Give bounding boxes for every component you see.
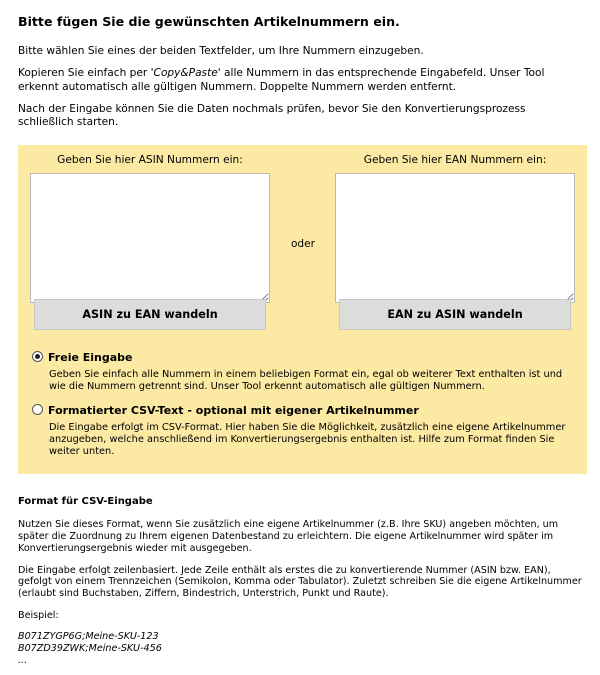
example-line: B071ZYGP6G;Meine-SKU-123	[18, 631, 159, 643]
csv-help-paragraph-1: Nutzen Sie dieses Format, wenn Sie zusätzlich eine eigene Artikelnummer (z.B. Ihre SKU) angeben möchten, um später die Zuordnung zu Ihrem eigenen Datenbestand zu erleichtern. Die eigene Artikelnummer wird später im Konvertierungsergebnis wieder mit ausgegeben.	[18, 519, 559, 554]
example-line: B07ZD39ZWK;Meine-SKU-456	[18, 643, 162, 655]
option-free-input[interactable]	[32, 351, 572, 393]
or-label: oder	[290, 238, 316, 251]
free-input-radio[interactable]	[32, 351, 43, 362]
csv-input-description: Die Eingabe erfolgt im CSV-Format. Hier haben Sie die Möglichkeit, zusätzlich eine eigene Artikelnummer anzugeben, welche anschließend im Konvertierungsergebnis enthalten ist. Hilfe zum Format finden Sie weiter unten.	[49, 421, 566, 457]
intro-p2-start: Kopieren Sie einfach per '	[18, 67, 154, 80]
intro-paragraph-3: Nach der Eingabe können Sie die Daten nochmals prüfen, bevor Sie den Konvertierungsprozess schließlich starten.	[18, 102, 526, 129]
converter-panel	[18, 145, 587, 474]
asin-input-label: Geben Sie hier ASIN Nummern ein:	[57, 154, 243, 167]
csv-help-title: Format für CSV-Eingabe	[18, 496, 153, 508]
example-line: ...	[18, 654, 28, 666]
ean-to-asin-button[interactable]: EAN zu ASIN wandeln	[339, 299, 571, 330]
intro-paragraph-1: Bitte wählen Sie eines der beiden Textfelder, um Ihre Nummern einzugeben.	[18, 45, 424, 58]
intro-p2-end: ' alle Nummern in das entsprechende Eingabefeld. Unser Tool erkennt automatisch alle gültigen Nummern. Doppelte Nummern werden entfernt.	[18, 67, 545, 93]
option-csv-input[interactable]	[32, 404, 572, 458]
asin-to-ean-button[interactable]: ASIN zu EAN wandeln	[34, 299, 266, 330]
csv-help-paragraph-2: Die Eingabe erfolgt zeilenbasiert. Jede Zeile enthält als erstes die zu konvertierende Nummer (ASIN bzw. EAN), gefolgt von einem Trennzeichen (Semikolon, Komma oder Tabulator). Zuletzt schreiben Sie die eigene Artikelnummer (erlaubt sind Buchstaben, Ziffern, Bindestrich, Unterstrich, Punkt und Raute).	[18, 564, 582, 599]
page-title: Bitte fügen Sie die gewünschten Artikelnummern ein.	[18, 14, 400, 29]
copy-paste-emphasis: Copy&Paste	[153, 67, 218, 80]
csv-input-radio[interactable]	[32, 404, 43, 415]
asin-column	[30, 154, 270, 302]
free-input-description: Geben Sie einfach alle Nummern in einem beliebigen Format ein, egal ob weiterer Text enthalten ist und wie die Nummern getrennt sind. Unser Tool erkennt automatisch alle gültigen Nummern.	[49, 368, 563, 392]
asin-input[interactable]	[30, 173, 270, 303]
free-input-title[interactable]: Freie Eingabe	[48, 351, 133, 365]
csv-input-title[interactable]: Formatierter CSV-Text - optional mit eigener Artikelnummer	[48, 404, 419, 418]
csv-help-section	[18, 496, 582, 666]
ean-input[interactable]	[335, 173, 575, 303]
example-block	[18, 631, 582, 666]
intro-paragraph-2	[18, 67, 582, 93]
ean-input-label: Geben Sie hier EAN Nummern ein:	[363, 154, 547, 167]
ean-column	[335, 154, 575, 302]
example-label: Beispiel:	[18, 609, 59, 621]
